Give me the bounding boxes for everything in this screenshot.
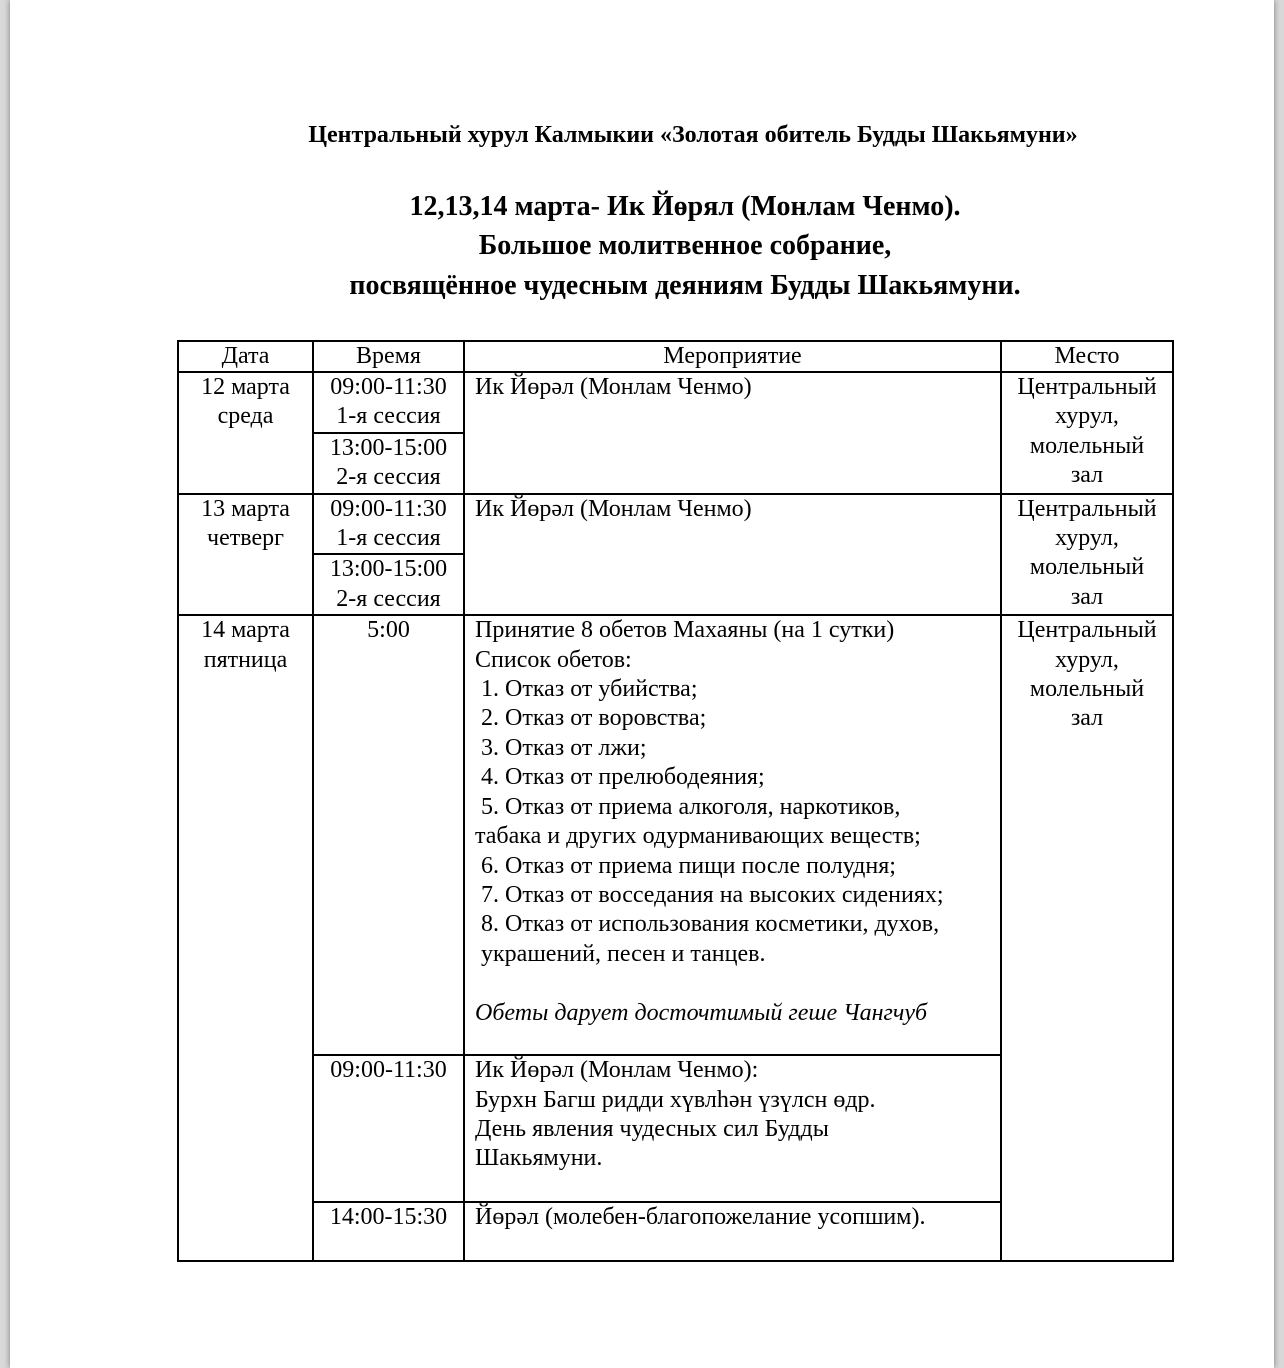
place-line: молельный [1029,676,1145,703]
date-cell [178,494,313,616]
event-cell [464,494,1001,616]
weekday-text: четверг [207,525,284,552]
place-line: молельный [1029,432,1145,459]
table-row [178,494,1173,555]
column-header-place: Место [1001,341,1173,372]
weekday-text: пятница [203,646,288,673]
session-label: 1-я сессия [336,403,441,430]
schedule-table [177,340,1174,1262]
time-cell [313,372,464,433]
place-cell [1001,494,1173,616]
place-line: хурул, [1055,646,1119,673]
event-title: Принятие 8 обетов Махаяны (на 1 сутки) [475,617,895,644]
time-cell [313,1202,464,1261]
blank-line [475,969,994,998]
place-cell [1001,615,1173,1261]
event-line: Шакьямуни. [475,1145,603,1172]
time-text: 09:00-11:30 [330,495,447,522]
place-line: хурул, [1055,525,1119,552]
date-cell [178,372,313,494]
vow-list-title: Список обетов: [475,646,632,673]
event-text: Ик Йөрәл (Монлам Ченмо) [475,495,752,522]
vow-item: 1. Отказ от убийства; [481,676,698,703]
place-cell [1001,372,1173,494]
event-line: День явления чудесных сил Будды [475,1116,829,1143]
vow-item-continuation: табака и других одурманивающих веществ; [475,823,921,850]
time-text: 09:00-11:30 [330,374,447,400]
session-label: 2-я сессия [336,585,441,612]
time-cell [313,433,464,494]
time-text: 09:00-11:30 [330,1057,447,1084]
date-text: 13 марта [201,495,290,522]
column-header-time: Время [313,341,464,372]
weekday-text: среда [217,403,274,430]
event-cell [464,615,1001,1055]
place-line: хурул, [1055,403,1119,430]
time-text: 13:00-15:00 [329,556,448,583]
place-line: Центральный [1017,374,1157,400]
place-line: зал [1070,583,1104,610]
time-text: 5:00 [367,617,410,644]
table-header-row [178,341,1173,372]
vow-item: 5. Отказ от приема алкоголя, наркотиков, [481,793,901,820]
time-text: 13:00-15:00 [329,434,448,461]
date-cell [178,615,313,1261]
vow-item: 6. Отказ от приема пищи после полудня; [481,852,896,879]
date-text: 12 марта [201,374,290,400]
session-label: 1-я сессия [336,525,441,552]
organization-name: Центральный хурул Калмыкии «Золотая обитель Будды Шакьямуни» [308,122,1078,148]
time-cell [313,615,464,1055]
vow-item-continuation: украшений, песен и танцев. [481,940,766,967]
title-line-1: 12,13,14 марта- Ик Йөрял (Монлам Ченмо). [409,191,961,222]
table-row [178,372,1173,433]
vow-item: 3. Отказ от лжи; [481,734,647,761]
title-line-2: Большое молитвенное собрание, [478,230,892,261]
event-text: Ик Йөрәл (Монлам Ченмо) [475,374,752,400]
document-page [10,0,1274,1368]
table-row [178,615,1173,1055]
place-line: Центральный [1017,495,1157,522]
title-line-3: посвящённое чудесным деяниям Будды Шакьямуни. [349,270,1021,301]
vow-item: 4. Отказ от прелюбодеяния; [481,764,765,791]
event-line: Бурхн Багш ридди хүвлһән үзүлсн өдр. [475,1086,876,1113]
vow-item: 8. Отказ от использования косметики, духов, [481,911,940,938]
event-cell [464,1202,1001,1261]
time-text: 14:00-15:30 [329,1204,448,1231]
column-header-date: Дата [178,341,313,372]
place-line: зал [1070,705,1104,732]
event-cell [464,1055,1001,1202]
vows-note: Обеты дарует досточтимый геше Чангчуб [475,999,928,1026]
time-cell [313,494,464,555]
event-cell [464,372,1001,494]
column-header-event: Мероприятие [464,341,1001,372]
session-label: 2-я сессия [336,464,441,491]
place-line: Центральный [1017,617,1157,644]
event-line: Ик Йөрәл (Монлам Ченмо): [475,1057,759,1084]
place-line: зал [1070,462,1104,489]
time-cell [313,554,464,615]
event-line: Йөрәл (молебен-благопожелание усопшим). [475,1204,926,1231]
time-cell [313,1055,464,1202]
place-line: молельный [1029,554,1145,581]
vow-item: 7. Отказ от восседания на высоких сидениях; [481,881,944,908]
date-text: 14 марта [201,617,290,644]
vow-item: 2. Отказ от воровства; [481,705,707,732]
